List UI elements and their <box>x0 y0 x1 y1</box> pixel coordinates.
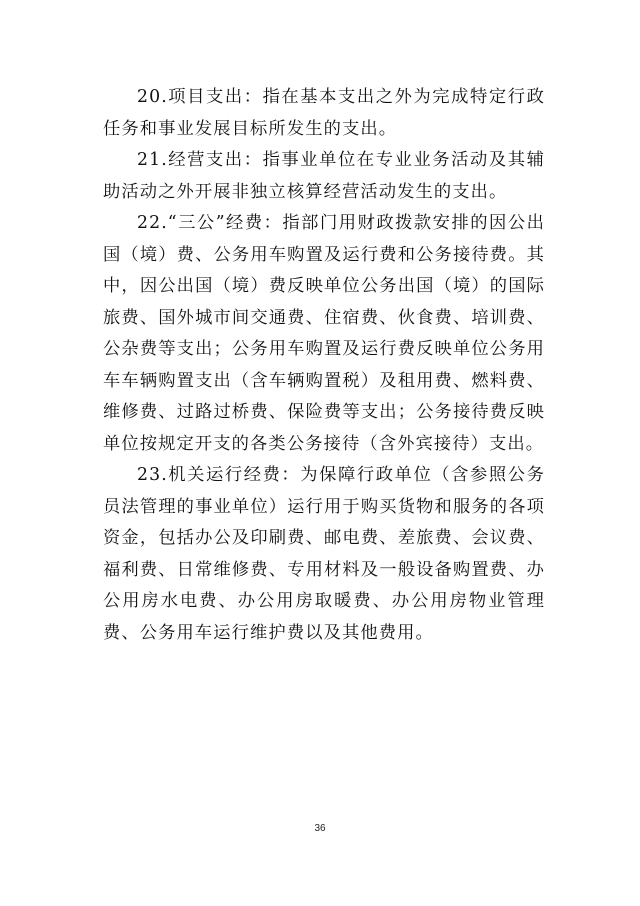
paragraph-project-expenditure: 20.项目支出：指在基本支出之外为完成特定行政任务和事业发展目标所发生的支出。 <box>103 87 545 139</box>
paragraph-agency-operating-funds: 23.机关运行经费：为保障行政单位（含参照公务员法管理的事业单位）运行用于购买货物和服务的各项资金，包括办公及印刷费、邮电费、差旅费、会议费、福利费、日常维修费、专用材料及一般设备购置费、办公用房水电费、办公用房取暖费、办公用房物业管理费、公务用车运行维护费以及其他费用。 <box>103 465 545 643</box>
paragraph-three-public-expenses: 22.“三公”经费：指部门用财政拨款安排的因公出国（境）费、公务用车购置及运行费和公务接待费。其中，因公出国（境）费反映单位公务出国（境）的国际旅费、国外城市间交通费、住宿费、伙食费、培训费、公杂费等支出；公务用车购置及运行费反映单位公务用车车辆购置支出（含车辆购置税）及租用费、燃料费、维修费、过路过桥费、保险费等支出；公务接待费反映单位按规定开支的各类公务接待（含外宾接待）支出。 <box>103 213 545 454</box>
document-body <box>103 82 545 649</box>
page-number: 36 <box>314 823 326 834</box>
paragraph-operating-expenditure: 21.经营支出：指事业单位在专业业务活动及其辅助活动之外开展非独立核算经营活动发生的支出。 <box>103 150 545 202</box>
